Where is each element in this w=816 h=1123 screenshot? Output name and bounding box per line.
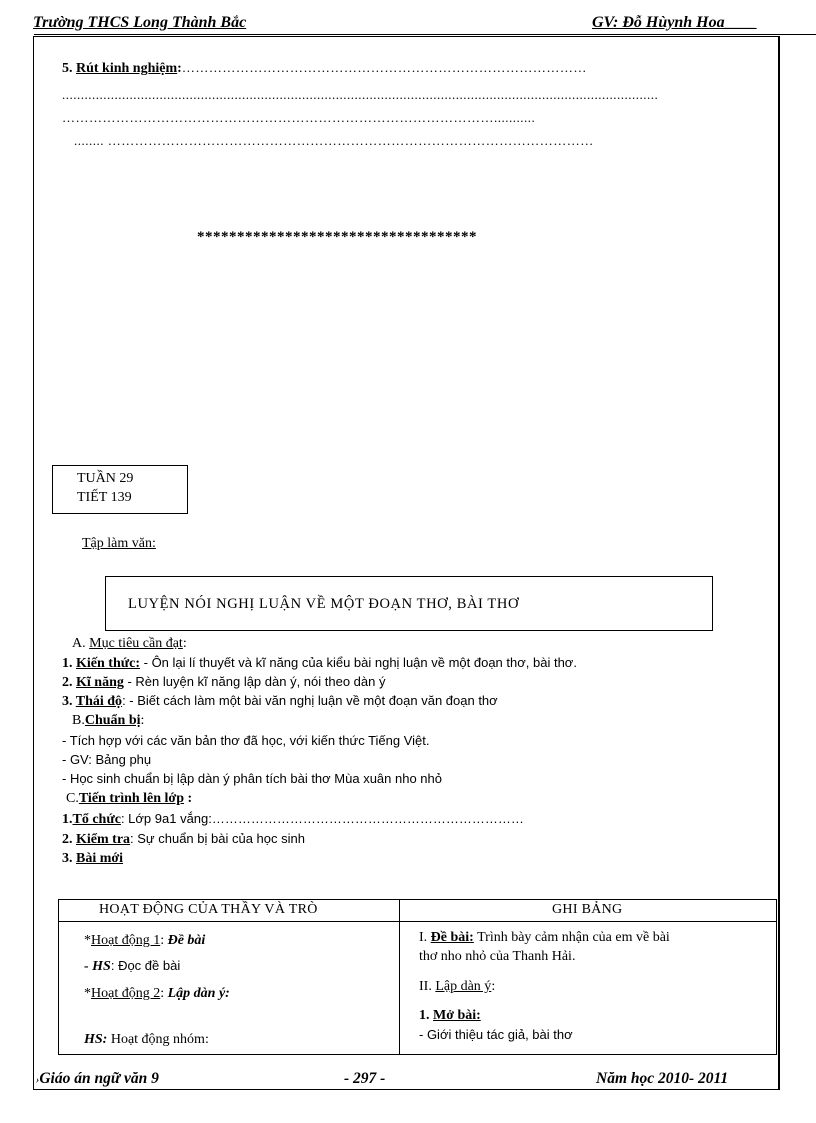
objective-1-text: - Ôn lại lí thuyết và kĩ năng của kiểu bài nghị luận về một đoạn thơ, bài thơ.	[140, 655, 577, 670]
objectives-prefix: A.	[72, 636, 90, 651]
section-3-num: 1.	[419, 1008, 433, 1023]
preparation-item-1: - Tích hợp với các văn bản thơ đã học, với kiến thức Tiếng Việt.	[62, 733, 430, 748]
hs-2	[84, 1032, 209, 1048]
experience-dots-4: ........ ………………………………………………………………………………………………	[74, 133, 594, 148]
procedure-item-1-text: : Lớp 9a1 vắng:………………………………………………………………	[120, 811, 524, 826]
activity-2	[84, 986, 230, 1002]
objective-3-label: Thái độ	[75, 694, 123, 709]
experience-line	[62, 60, 587, 77]
section-1	[419, 930, 670, 946]
section-2-num: II.	[419, 979, 436, 994]
experience-dots-2: ...............................................................................................................................................................	[62, 87, 659, 102]
objective-1	[62, 655, 577, 672]
section-3	[419, 1008, 481, 1024]
subject-label: Tập làm văn:	[82, 536, 156, 551]
procedure-title: Tiến trình lên lớp	[78, 791, 184, 806]
period-label: TIẾT 139	[77, 490, 132, 505]
preparation-title: Chuẩn bị	[84, 713, 141, 728]
table-column-divider	[399, 900, 400, 1054]
activity-2-star: *	[84, 986, 91, 1001]
preparation-heading	[72, 713, 144, 729]
footer-title: Giáo án ngữ văn 9	[39, 1070, 159, 1087]
procedure-prefix: C.	[66, 791, 79, 806]
activity-2-name: Lập dàn ý:	[167, 986, 230, 1001]
procedure-item-3-num: 3.	[62, 851, 76, 866]
objective-1-label: Kiến thức:	[76, 656, 141, 671]
activity-1-colon: :	[160, 933, 168, 948]
activity-1-label: Hoạt động 1	[91, 933, 161, 948]
procedure-item-2	[62, 831, 305, 848]
footer-page-number: - 297 -	[344, 1070, 386, 1087]
section-1-text-2: thơ nho nhỏ của Thanh Hải.	[419, 949, 576, 964]
experience-dots-3: ……………………………………………………………………………………...........	[62, 110, 536, 125]
header-rule	[34, 34, 816, 35]
hs-2-text: Hoạt động nhóm:	[107, 1032, 209, 1047]
footer-mark: ›	[36, 1075, 40, 1086]
experience-label: Rút kinh nghiệm	[76, 61, 178, 76]
objective-2-text: - Rèn luyện kĩ năng lập dàn ý, nói theo dàn ý	[123, 674, 386, 689]
header-school: Trường THCS Long Thành Bắc	[33, 14, 247, 31]
hs-2-label: HS:	[84, 1032, 108, 1047]
header-teacher-tail: ____	[724, 14, 757, 31]
section-2-colon: :	[491, 979, 496, 994]
section-2	[419, 979, 495, 995]
objective-3-text: : - Biết cách làm một bài văn nghị luận về một đoạn văn đoạn thơ	[122, 693, 498, 708]
activity-2-label: Hoạt động 2	[91, 986, 161, 1001]
procedure-item-2-label: Kiểm tra	[76, 832, 131, 847]
procedure-item-3-label: Bài mới	[76, 851, 124, 866]
footer-left	[36, 1070, 159, 1088]
section-1-text-1: Trình bày cảm nhận của em về bài	[473, 930, 670, 945]
activity-1	[84, 933, 205, 949]
procedure-suffix: :	[183, 791, 193, 806]
hs-1-label: - HS	[84, 959, 111, 974]
lesson-title: LUYỆN NÓI NGHỊ LUẬN VỀ MỘT ĐOẠN THƠ, BÀI THƠ	[128, 596, 520, 612]
table-header-right: GHI BẢNG	[552, 902, 623, 917]
procedure-item-1-label: Tổ chức	[72, 812, 121, 827]
separator-stars: ***********************************	[197, 229, 477, 245]
section-3-label: Mở bài:	[433, 1008, 481, 1023]
preparation-prefix: B.	[72, 713, 85, 728]
section-1-num: I.	[419, 930, 431, 945]
week-box	[52, 465, 188, 514]
activity-1-star: *	[84, 933, 91, 948]
header-teacher-name: GV: Đỗ Hùynh Hoa	[592, 14, 725, 31]
hs-1	[84, 958, 180, 975]
activity-table	[58, 899, 777, 1055]
header-teacher	[592, 14, 757, 32]
table-header-left: HOẠT ĐỘNG CỦA THẦY VÀ TRÒ	[99, 902, 318, 917]
footer-year: Năm học 2010- 2011	[596, 1070, 729, 1087]
section-3-text: - Giới thiệu tác giả, bài thơ	[419, 1027, 573, 1042]
procedure-item-2-num: 2.	[62, 832, 76, 847]
objective-2-label: Kĩ năng	[76, 675, 124, 690]
preparation-item-2: - GV: Bảng phụ	[62, 752, 152, 767]
activity-1-name: Đề bài	[167, 933, 206, 948]
experience-colon: :	[177, 61, 182, 76]
preparation-suffix: :	[140, 713, 145, 728]
procedure-item-1	[62, 811, 524, 828]
section-1-label: Đề bài:	[430, 930, 474, 945]
objectives-suffix: :	[182, 636, 187, 651]
procedure-heading	[66, 791, 192, 807]
objective-2	[62, 674, 385, 691]
objectives-heading	[72, 636, 187, 652]
objectives-title: Mục tiêu cần đạt	[89, 636, 183, 651]
hs-1-text: : Đọc đề bài	[110, 958, 181, 973]
lesson-title-box	[105, 576, 713, 631]
objective-2-num: 2.	[62, 675, 76, 690]
procedure-item-1-num: 1.	[62, 812, 73, 827]
preparation-item-3: - Học sinh chuẩn bị lập dàn ý phân tích bài thơ Mùa xuân nho nhỏ	[62, 771, 442, 786]
objective-3	[62, 693, 498, 710]
week-label: TUẦN 29	[77, 471, 134, 486]
experience-num: 5.	[62, 61, 73, 76]
objective-3-num: 3.	[62, 694, 76, 709]
objective-1-num: 1.	[62, 656, 76, 671]
experience-dots-1: ………………………………………………………………………………	[181, 60, 587, 75]
activity-2-colon: :	[160, 986, 168, 1001]
section-2-label: Lập dàn ý	[435, 979, 492, 994]
procedure-item-2-text: : Sự chuẩn bị bài của học sinh	[130, 831, 305, 846]
procedure-item-3	[62, 851, 123, 867]
